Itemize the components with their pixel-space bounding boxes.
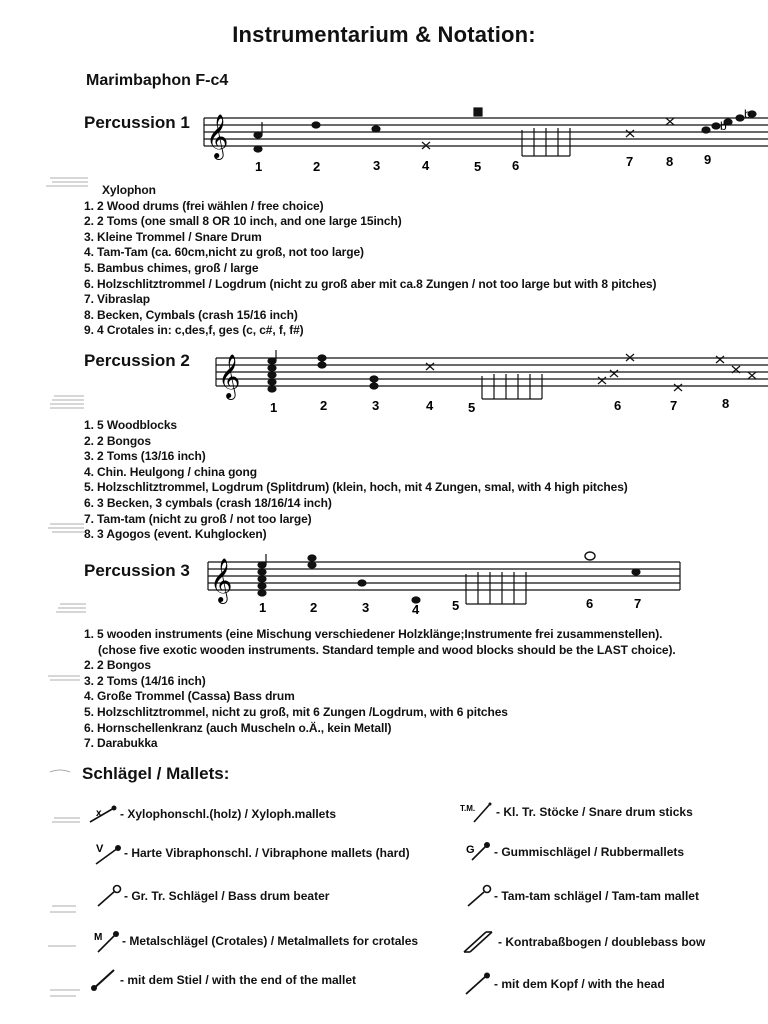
instrument-number: 6: [614, 398, 622, 413]
list-item: (chose five exotic wooden instruments. Standard temple and wood blocks should be the LAST choice).: [98, 642, 676, 657]
staff-lines: [216, 358, 768, 386]
mallet-legend-item: [460, 800, 693, 824]
list-item: 6. 3 Becken, 3 cymbals (crash 18/16/14 inch): [84, 495, 332, 510]
percussion-2-instrument-list: [84, 418, 628, 543]
mallet-legend-label: - Harte Vibraphonschl. / Vibraphone mallets (hard): [124, 846, 410, 860]
mallet-legend-item: [466, 840, 684, 864]
bass-drum-beater-icon: [96, 884, 122, 908]
svg-text:T.M.: T.M.: [460, 804, 476, 813]
instrument-number: 6: [586, 596, 594, 611]
list-item: 3. 2 Toms (13/16 inch): [84, 449, 206, 464]
stick-end-icon: [90, 968, 118, 992]
mallet-legend-item: [90, 968, 356, 992]
instrument-number: 1: [259, 600, 267, 615]
mallet-legend-item: [88, 804, 336, 824]
list-item: 2. 2 Bongos: [84, 658, 151, 673]
mallet-legend-label: - Kontrabaßbogen / doublebass bow: [498, 935, 706, 949]
rubber-mallet-icon: [466, 840, 492, 864]
mallet-legend-item: [466, 884, 699, 908]
mallet-legend-label: - Kl. Tr. Stöcke / Snare drum sticks: [496, 805, 693, 819]
instrument-number: 8: [666, 154, 674, 169]
flat-sign: b: [744, 107, 751, 121]
percussion-2-staff: [212, 344, 768, 416]
instrument-number: 5: [452, 598, 460, 613]
percussion-3-label: Percussion 3: [84, 561, 190, 580]
list-item: 4. Chin. Heulgong / china gong: [84, 464, 257, 479]
flat-sign: b: [720, 119, 727, 133]
list-item: 1. 2 Wood drums (frei wählen / free choice): [84, 198, 324, 213]
instrument-number: 2: [313, 159, 321, 174]
list-item: Xylophon: [102, 183, 156, 197]
mallets-heading: Schlägel / Mallets:: [82, 764, 230, 783]
treble-clef-icon: 𝄞: [206, 114, 229, 158]
mallet-legend-label: - Xylophonschl.(holz) / Xyloph.mallets: [120, 807, 337, 821]
list-item: 5. Bambus chimes, groß / large: [84, 260, 259, 275]
list-item: 7. Darabukka: [84, 736, 158, 751]
list-item: 4. Große Trommel (Cassa) Bass drum: [84, 689, 295, 704]
list-item: 5. Holzschlitztrommel, Logdrum (Splitdrum) (klein, hoch, mit 4 Zungen, smal, with 4 high pitches): [84, 480, 628, 495]
svg-text:V: V: [96, 843, 104, 855]
metal-mallet-icon: [94, 928, 120, 954]
xylophone-mallet-icon: [88, 804, 118, 824]
mallet-legend-label: - Tam-tam schlägel / Tam-tam mallet: [494, 889, 699, 903]
instrument-number: 4: [426, 398, 434, 413]
percussion-3-staff: [204, 548, 684, 620]
vibraphone-mallet-icon: [92, 840, 122, 866]
svg-text:x: x: [96, 808, 102, 819]
instrument-number: 4: [412, 602, 420, 617]
staff-lines: [204, 118, 768, 146]
instrument-number: 2: [310, 600, 318, 615]
percussion-1-instrument-list: [84, 183, 656, 339]
list-item: 8. 3 Agogos (event. Kuhglocken): [84, 527, 267, 542]
instrument-number: 9: [704, 152, 712, 167]
list-item: 6. Hornschellenkranz (auch Muscheln o.Ä., kein Metall): [84, 720, 392, 735]
list-item: 5. Holzschlitztrommel, nicht zu groß, mit 6 Zungen /Logdrum, with 6 pitches: [84, 704, 508, 719]
percussion-1-label: Percussion 1: [84, 113, 190, 132]
list-item: 3. Kleine Trommel / Snare Drum: [84, 229, 262, 244]
margin-scribbles: [0, 0, 90, 1024]
mallet-legend-item: [96, 884, 329, 908]
mallet-legend-label: - Gr. Tr. Schlägel / Bass drum beater: [124, 889, 330, 903]
instrument-number: 6: [512, 158, 520, 173]
instrument-number: 4: [422, 158, 430, 173]
list-item: 6. Holzschlitztrommel / Logdrum (nicht zu groß aber mit ca.8 Zungen / not too large but with 8 pitches): [84, 276, 657, 291]
mallet-legend-label: - Metalschlägel (Crotales) / Metalmallets for crotales: [122, 934, 419, 948]
mallet-legend-item: [464, 972, 665, 996]
percussion-2-label: Percussion 2: [84, 351, 190, 370]
treble-clef-icon: 𝄞: [210, 558, 233, 602]
mallet-legend-item: [462, 930, 705, 954]
list-item: 7. Vibraslap: [84, 292, 150, 307]
marimbaphon-heading: Marimbaphon F-c4: [86, 72, 229, 89]
instrument-number: 3: [362, 600, 370, 615]
page-title: Instrumentarium & Notation:: [232, 22, 536, 47]
instrument-number: 1: [255, 159, 263, 174]
instrument-number: 8: [722, 396, 730, 411]
percussion-1-staff: [200, 104, 768, 176]
list-item: 8. Becken, Cymbals (crash 15/16 inch): [84, 307, 298, 322]
double-bass-bow-icon: [462, 930, 496, 954]
whole-note: [585, 552, 595, 560]
instrument-number: 5: [474, 159, 482, 174]
staff-lines: [208, 562, 680, 590]
mallet-legend-label: - mit dem Stiel / with the end of the mallet: [120, 973, 357, 987]
tamtam-mallet-icon: [466, 884, 492, 908]
svg-text:G: G: [466, 844, 475, 856]
treble-clef-icon: 𝄞: [218, 354, 241, 398]
instrument-number: 2: [320, 398, 328, 413]
instrument-number: 7: [626, 154, 634, 169]
mallet-legend-item: [94, 928, 418, 954]
list-item: 2. 2 Bongos: [84, 433, 151, 448]
list-item: 2. 2 Toms (one small 8 OR 10 inch, and one large 15inch): [84, 214, 402, 229]
instrument-number: 7: [670, 398, 678, 413]
snare-stick-icon: [460, 800, 494, 824]
instrument-number: 1: [270, 400, 278, 415]
mallet-legend-label: - mit dem Kopf / with the head: [494, 977, 665, 991]
list-item: 3. 2 Toms (14/16 inch): [84, 673, 206, 688]
instrument-number: 7: [634, 596, 642, 611]
instrument-number: 5: [468, 400, 476, 415]
mallet-legend-item: [92, 840, 410, 866]
mallet-head-icon: [464, 972, 492, 996]
list-item: 1. 5 wooden instruments (eine Mischung verschiedener Holzklänge;Instrumente frei zusammenstellen).: [84, 627, 663, 641]
list-item: 1. 5 Woodblocks: [84, 418, 177, 432]
instrument-number: 3: [372, 398, 380, 413]
svg-text:M: M: [94, 932, 103, 943]
mallet-legend-label: - Gummischlägel / Rubbermallets: [494, 845, 685, 859]
list-item: 9. 4 Crotales in: c,des,f, ges (c, c#, f, f#): [84, 323, 304, 338]
list-item: 4. Tam-Tam (ca. 60cm,nicht zu groß, not too large): [84, 245, 364, 260]
percussion-3-instrument-list: [84, 627, 676, 752]
list-item: 7. Tam-tam (nicht zu groß / not too large): [84, 511, 312, 526]
instrument-number: 3: [373, 158, 381, 173]
